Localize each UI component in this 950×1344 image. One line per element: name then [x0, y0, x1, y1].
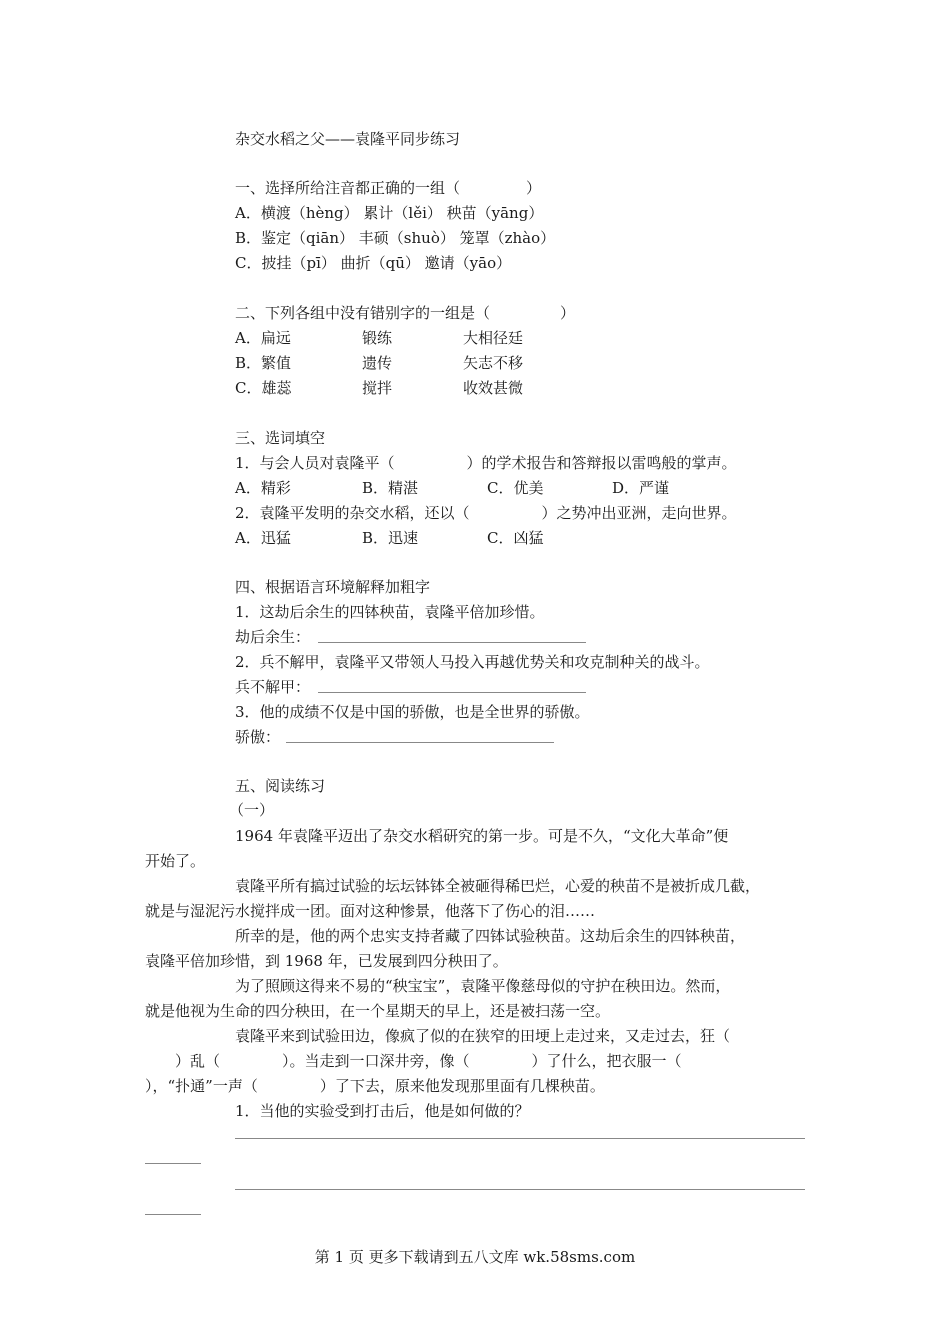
p5-seg-a: ）乱（ [175, 1052, 221, 1070]
reading-answer-line-1-cont[interactable] [145, 1163, 201, 1164]
answer-line-1[interactable] [318, 642, 586, 643]
section2-row-a-col1: A．扁远 [235, 329, 291, 347]
section2-row-c-col2: 搅拌 [362, 379, 393, 397]
paragraph-1-line-1: 1964 年袁隆平迈出了杂交水稻研究的第一步。可是不久，“文化大革命”便 [235, 827, 729, 845]
section2-question [235, 303, 575, 325]
paragraph-4-line-2: 就是他视为生命的四分秧田，在一个星期天的早上，还是被扫荡一空。 [145, 1002, 611, 1020]
section4-label-3: 骄傲： [235, 728, 281, 746]
section4-label-2: 兵不解甲： [235, 678, 311, 696]
p5-seg-e: ）了下去，原来他发现那里面有几棵秧苗。 [319, 1077, 605, 1095]
section2-row-b-col3: 矢志不移 [463, 354, 524, 372]
p5-seg-d: ），“扑通”一声（ [145, 1077, 258, 1095]
section4-label-1: 劫后余生： [235, 628, 311, 646]
section1-option-c: C．披挂（pī） 曲折（qū） 邀请（yāo） [235, 254, 512, 272]
paragraph-3-line-1: 所幸的是，他的两个忠实支持者藏了四钵试验秧苗。这劫后余生的四钵秧苗， [235, 927, 746, 945]
section5-sub: （一） [229, 801, 275, 819]
section1-question [235, 178, 541, 200]
p5-seg-b: ）。当走到一口深井旁，像（ [282, 1052, 470, 1070]
section2-question-text: 二、下列各组中没有错别字的一组是（ [235, 304, 491, 322]
reading-answer-line-2-cont[interactable] [145, 1214, 201, 1215]
section3-q2-option-c: C．凶猛 [487, 529, 544, 547]
section3-q1-option-c: C．优美 [487, 479, 544, 497]
section4-sentence-2: 2．兵不解甲，袁隆平又带领人马投入再越优势关和攻克制种关的战斗。 [235, 653, 710, 671]
reading-answer-line-1[interactable] [235, 1138, 805, 1139]
paragraph-5-line-2 [145, 1051, 682, 1073]
section2-question-end: ） [560, 304, 576, 322]
section2-row-b-col1: B．繁值 [235, 354, 292, 372]
section3-heading: 三、选词填空 [235, 429, 326, 447]
paragraph-2-line-1: 袁隆平所有搞过试验的坛坛钵钵全被砸得稀巴烂，心爱的秧苗不是被折成几截， [235, 877, 761, 895]
p5-seg-c: ）了什么，把衣服一（ [531, 1052, 682, 1070]
section3-q2-option-b: B．迅速 [362, 529, 419, 547]
paragraph-5-line-3 [145, 1076, 605, 1098]
section4-sentence-3: 3．他的成绩不仅是中国的骄傲，也是全世界的骄傲。 [235, 703, 590, 721]
section3-q2-option-a: A．迅猛 [235, 529, 291, 547]
paragraph-2-line-2: 就是与湿泥污水搅拌成一团。面对这种惨景，他落下了伤心的泪…… [145, 902, 596, 920]
answer-line-2[interactable] [318, 692, 586, 693]
section3-q1-option-a: A．精彩 [235, 479, 291, 497]
section2-row-a-col2: 锻练 [362, 329, 393, 347]
section1-option-a: A．横渡（hèng） 累计（lěi） 秧苗（yāng） [235, 204, 544, 222]
section3-q1-option-d: D．严谨 [612, 479, 670, 497]
section3-q2-end: ）之势冲出亚洲，走向世界。 [541, 504, 737, 522]
section3-q1-start: 1．与会人员对袁隆平（ [235, 454, 395, 472]
paragraph-5-line-1: 袁隆平来到试验田边，像疯了似的在狭窄的田埂上走过来，又走过去，狂（ [235, 1027, 731, 1045]
section5-heading: 五、阅读练习 [235, 777, 326, 795]
section4-sentence-1: 1．这劫后余生的四钵秧苗，袁隆平倍加珍惜。 [235, 603, 545, 621]
section3-q1 [235, 453, 737, 475]
section4-heading: 四、根据语言环境解释加粗字 [235, 578, 431, 596]
section3-q1-option-b: B．精湛 [362, 479, 419, 497]
section3-q2 [235, 503, 737, 525]
paragraph-4-line-1: 为了照顾这得来不易的“秧宝宝”，袁隆平像慈母似的守护在秧田边。然而， [235, 977, 731, 995]
section1-question-end: ） [526, 179, 542, 197]
section1-question-text: 一、选择所给注音都正确的一组（ [235, 179, 461, 197]
section3-q1-end: ）的学术报告和答辩报以雷鸣般的掌声。 [466, 454, 737, 472]
reading-answer-line-2[interactable] [235, 1189, 805, 1190]
reading-question-1: 1．当他的实验受到打击后，他是如何做的？ [235, 1102, 530, 1120]
section2-row-a-col3: 大相径廷 [463, 329, 524, 347]
page-footer: 第 1 页 更多下载请到五八文库 wk.58sms.com [314, 1248, 636, 1266]
paragraph-3-line-2: 袁隆平倍加珍惜，到 1968 年，已发展到四分秧田了。 [145, 952, 508, 970]
paragraph-1-line-2: 开始了。 [145, 852, 206, 870]
page-title: 杂交水稻之父——袁隆平同步练习 [235, 130, 461, 148]
section2-row-c-col3: 收效甚微 [463, 379, 524, 397]
section1-option-b: B．鉴定（qiān） 丰硕（shuò） 笼罩（zhào） [235, 229, 556, 247]
section2-row-c-col1: C．雄蕊 [235, 379, 292, 397]
section3-q2-start: 2．袁隆平发明的杂交水稻，还以（ [235, 504, 470, 522]
section2-row-b-col2: 遗传 [362, 354, 393, 372]
answer-line-3[interactable] [286, 742, 554, 743]
